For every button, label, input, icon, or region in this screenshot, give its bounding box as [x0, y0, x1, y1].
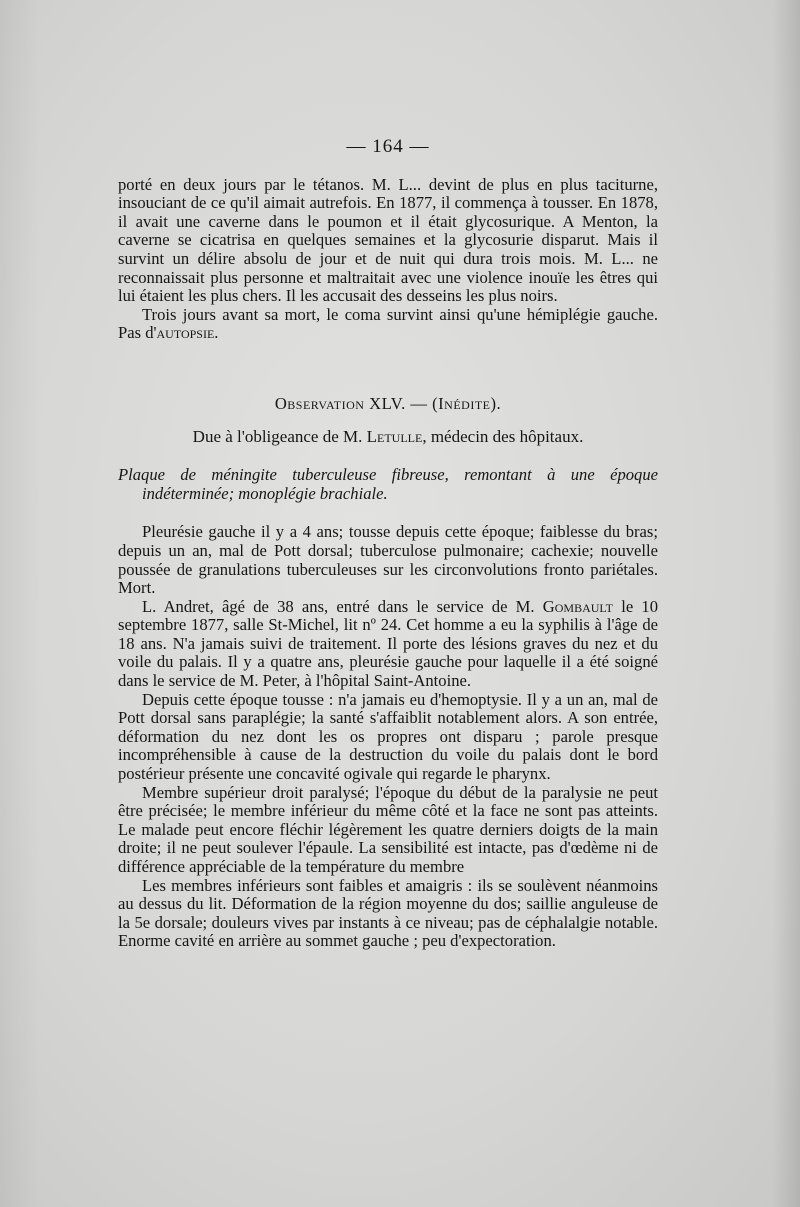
doctor-name: Gombault	[542, 596, 613, 616]
page-shadow-right	[772, 0, 800, 1207]
inedite-word: Inédite	[438, 393, 491, 413]
patient-after: le 10 septembre 1877, salle St-Michel, lit nº 24. Cet homme a eu la syphilis à l'âge de 18 ans. N'a jamais suivi de traitement. Il porte des lésions graves du nez et du voile du palais. Il y a quatre ans, pleurésie gauche pour laquelle il a été soigné dans le service de M. Peter, à l'hôpital Saint-Antoine.	[118, 596, 658, 691]
paragraph-limbs: Les membres inférieurs sont faibles et amaigris : ils se soulèvent néanmoins au dessus du lit. Déformation de la région moyenne du dos; saillie anguleuse de la 5e dorsale; douleurs vives par instants à ce niveau; pas de céphalalgie notable. Enorme cavité en arrière au sommet gauche ; peu d'expectoration.	[118, 875, 658, 951]
paragraph-continuation: porté en deux jours par le tétanos. M. L... devint de plus en plus taciturne, insouciant de ce qu'il aimait autrefois. En 1877, il commença à tousser. En 1878, il avait une caverne dans le poumon et il était glycosurique. A Menton, la caverne se cicatrisa en quelques semaines et la glycosurie disparut. Mais il survint un délire absolu de jour et de nuit qui dura trois mois. M. L... ne reconnaissait plus personne et maltraitait avec une violence inouïe les êtres qui lui étaient les plus chers. Il les accusait des desseins les plus noirs.	[118, 174, 658, 306]
autopsie-end: .	[214, 323, 219, 343]
paragraph-paralysis: Membre supérieur droit paralysé; l'époque du début de la paralysie ne peut être précisée; le membre inférieur du même côté et la face ne sont pas atteints. Le malade peut encore fléchir légèrement les quatre derniers doigts de la main droite; il ne peut soulever l'épaule. La sensibilité est intacte, pas d'œdème ni de différence appréciable de la température du membre	[118, 782, 658, 876]
attribution-suffix: , médecin des hôpitaux.	[422, 426, 584, 446]
paragraph-resume: Pleurésie gauche il y a 4 ans; tousse depuis cette époque; faiblesse du bras; depuis un an, mal de Pott dorsal; tuberculose pulmonaire; cachexie; nouvelle poussée de granulations tuberculeuses sur les circonvolutions fronto pariétales. Mort.	[118, 522, 658, 598]
page-number: — 164 —	[346, 136, 430, 157]
paragraph-death-text: Trois jours avant sa mort, le coma survint ainsi qu'une hémiplégie gauche. Pas d'	[118, 304, 658, 343]
paragraph-history: Depuis cette époque tousse : n'a jamais eu d'hemoptysie. Il y a un an, mal de Pott dorsal sans paraplégie; la santé s'affaiblit notablement alors. A son entrée, déformation du nez dont les os propres ont disparu ; parole presque incompréhensible à cause de la destruction du voile du palais dont le bord postérieur présente une concavité ogivale qui regarde le pharynx.	[118, 689, 658, 784]
page-text	[118, 138, 658, 951]
patient-before: L. Andret, âgé de 38 ans, entré dans le service de M.	[142, 596, 543, 616]
attribution-line	[118, 428, 658, 447]
observation-number: XLV. — (	[369, 393, 439, 413]
heading-close: ).	[490, 393, 502, 413]
observation-summary: Plaque de méningite tuberculeuse fibreuse, remontant à une époque indéterminée; monoplégie brachiale.	[118, 465, 658, 503]
attribution-name: Letulle	[366, 426, 423, 446]
observation-word: Observation	[274, 393, 365, 413]
paragraph-death	[118, 306, 658, 343]
attribution-prefix: Due à l'obligeance de M.	[192, 426, 367, 446]
paragraph-patient	[118, 598, 658, 691]
observation-heading	[118, 395, 658, 414]
autopsie-word: autopsie	[156, 323, 215, 343]
page-shadow-left	[0, 0, 40, 1207]
